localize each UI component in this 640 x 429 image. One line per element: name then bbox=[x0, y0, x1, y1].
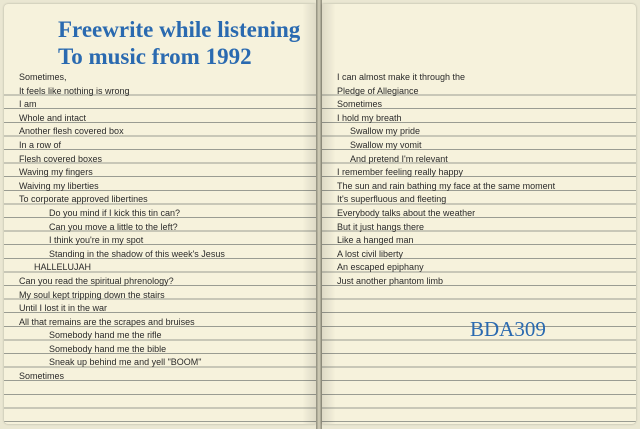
poem-line: All that remains are the scrapes and bruises bbox=[19, 316, 195, 327]
poem-line: I think you're in my spot bbox=[49, 235, 144, 246]
poem-line: In a row of bbox=[19, 139, 62, 150]
poem-line: It feels like nothing is wrong bbox=[19, 85, 130, 96]
poem-line: Flesh covered boxes bbox=[19, 153, 103, 164]
poem-line: Waiving my liberties bbox=[19, 180, 99, 191]
poem-line: Can you read the spiritual phrenology? bbox=[19, 275, 174, 286]
poem-line: Sneak up behind me and yell "BOOM" bbox=[49, 357, 202, 368]
title-line-2: To music from 1992 bbox=[58, 44, 252, 69]
left-poem-lines bbox=[19, 71, 225, 384]
poem-line: My soul kept tripping down the stairs bbox=[19, 289, 165, 300]
poem-line: Like a hanged man bbox=[337, 235, 414, 246]
poem-line: Somebody hand me the rifle bbox=[49, 330, 162, 341]
poem-line: Swallow my vomit bbox=[350, 139, 422, 150]
poem-line: Do you mind if I kick this tin can? bbox=[49, 207, 181, 218]
poem-line: To corporate approved libertines bbox=[19, 194, 148, 205]
poem-line: I hold my breath bbox=[337, 112, 402, 123]
poem-line: Just another phantom limb bbox=[337, 275, 444, 286]
poem-line: I remember feeling really happy bbox=[337, 167, 464, 178]
poem-line: An escaped epiphany bbox=[337, 262, 424, 273]
poem-line: Everybody talks about the weather bbox=[337, 207, 476, 218]
title-line-1: Freewrite while listening bbox=[58, 17, 301, 42]
signature: BDA309 bbox=[470, 317, 546, 341]
poem-line: Swallow my pride bbox=[350, 126, 421, 137]
right-poem-lines bbox=[337, 71, 555, 289]
poem-line: I am bbox=[19, 99, 37, 110]
poem-line: Sometimes bbox=[19, 371, 65, 382]
poem-line: Whole and intact bbox=[19, 112, 87, 123]
poem-line: Somebody hand me the bible bbox=[49, 343, 167, 354]
poem-line: Standing in the shadow of this week's Jesus bbox=[49, 248, 225, 259]
poem-line: The sun and rain bathing my face at the same moment bbox=[337, 180, 556, 191]
poem-line: But it just hangs there bbox=[337, 221, 425, 232]
poem-line: Pledge of Allegiance bbox=[337, 85, 419, 96]
poem-line: Waving my fingers bbox=[19, 167, 93, 178]
poem-line: Until I lost it in the war bbox=[19, 303, 108, 314]
poem-line: And pretend I'm relevant bbox=[350, 153, 448, 164]
poem-line: Sometimes bbox=[337, 99, 383, 110]
poem-line: Another flesh covered box bbox=[19, 126, 124, 137]
poem-line: Can you move a little to the left? bbox=[49, 221, 178, 232]
poem-line: HALLELUJAH bbox=[34, 262, 92, 273]
poem-line: A lost civil liberty bbox=[337, 248, 404, 259]
poem-line: I can almost make it through the bbox=[337, 72, 466, 82]
poem-line: Sometimes, bbox=[19, 72, 67, 82]
poem-line: It's superfluous and fleeting bbox=[337, 194, 447, 205]
